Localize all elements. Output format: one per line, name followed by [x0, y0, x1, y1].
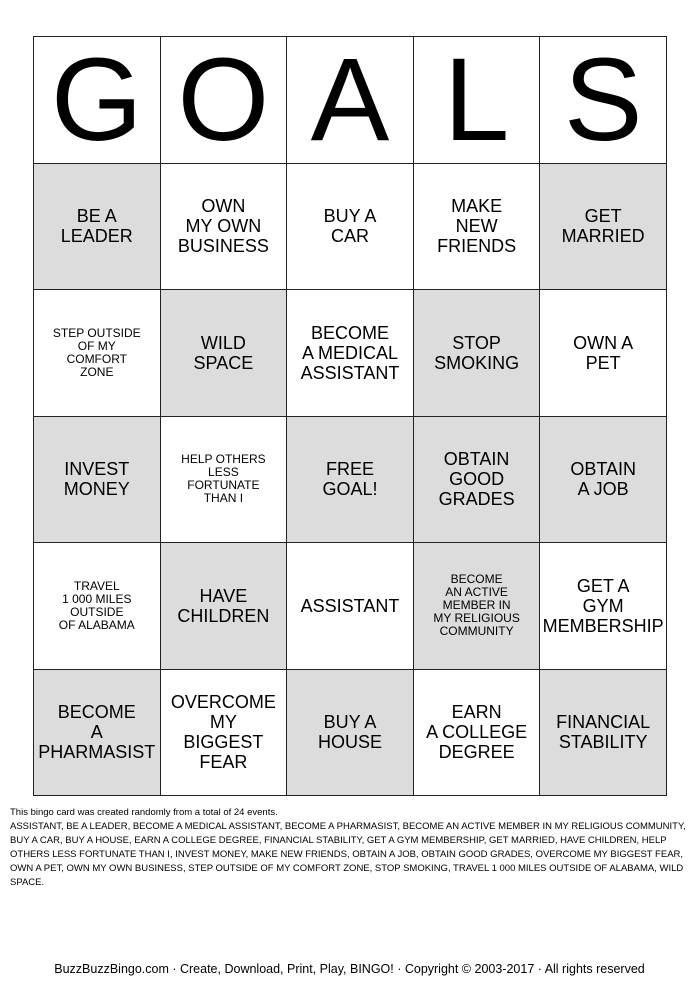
bingo-square: FINANCIAL STABILITY — [540, 670, 667, 797]
bingo-square: INVEST MONEY — [34, 417, 161, 544]
copyright-footer: BuzzBuzzBingo.com · Create, Download, Print, Play, BINGO! · Copyright © 2003-2017 · All rights reserved — [54, 962, 645, 976]
footnote-intro: This bingo card was created randomly from a total of 24 events. — [10, 807, 278, 818]
header-letter-s: S — [540, 37, 667, 164]
bingo-square: WILD SPACE — [161, 290, 288, 417]
bingo-card — [33, 36, 667, 796]
bingo-square: OVERCOME MY BIGGEST FEAR — [161, 670, 288, 797]
bingo-square: BECOME AN ACTIVE MEMBER IN MY RELIGIOUS COMMUNITY — [414, 543, 541, 670]
bingo-square: EARN A COLLEGE DEGREE — [414, 670, 541, 797]
bingo-square: BECOME A MEDICAL ASSISTANT — [287, 290, 414, 417]
bingo-square: GET A GYM MEMBERSHIP — [540, 543, 667, 670]
bingo-square: BECOME A PHARMASIST — [34, 670, 161, 797]
bingo-square: OWN A PET — [540, 290, 667, 417]
bingo-square: BUY A CAR — [287, 164, 414, 291]
bingo-square: BE A LEADER — [34, 164, 161, 291]
bingo-square: OBTAIN A JOB — [540, 417, 667, 544]
events-footnote — [10, 806, 690, 890]
bingo-square: HAVE CHILDREN — [161, 543, 288, 670]
header-letter-g: G — [34, 37, 161, 164]
bingo-square: MAKE NEW FRIENDS — [414, 164, 541, 291]
free-space: FREE GOAL! — [287, 417, 414, 544]
footnote-event-list: ASSISTANT, BE A LEADER, BECOME A MEDICAL ASSISTANT, BECOME A PHARMASIST, BECOME AN ACTIVE MEMBER IN MY RELIGIOUS COMMUNITY, BUY A CAR, BUY A HOUSE, EARN A COLLEGE DEGREE, FINANCIAL STABILITY, GET A GYM MEMBERSHIP, GET MARRIED, HAVE CHILDREN, HELP OTHERS LESS FORTUNATE THAN I, INVEST MONEY, MAKE NEW FRIENDS, OBTAIN A JOB, OBTAIN GOOD GRADES, OVERCOME MY BIGGEST FEAR, OWN A PET, OWN MY OWN BUSINESS, STEP OUTSIDE OF MY COMFORT ZONE, STOP SMOKING, TRAVEL 1 000 MILES OUTSIDE OF ALABAMA, WILD SPACE. — [10, 821, 686, 888]
header-letter-l: L — [414, 37, 541, 164]
bingo-square: STEP OUTSIDE OF MY COMFORT ZONE — [34, 290, 161, 417]
bingo-square: OWN MY OWN BUSINESS — [161, 164, 288, 291]
bingo-square: STOP SMOKING — [414, 290, 541, 417]
bingo-square: HELP OTHERS LESS FORTUNATE THAN I — [161, 417, 288, 544]
bingo-square: BUY A HOUSE — [287, 670, 414, 797]
header-letter-o: O — [161, 37, 288, 164]
bingo-square: ASSISTANT — [287, 543, 414, 670]
bingo-square: OBTAIN GOOD GRADES — [414, 417, 541, 544]
bingo-square: GET MARRIED — [540, 164, 667, 291]
header-letter-a: A — [287, 37, 414, 164]
bingo-square: TRAVEL 1 000 MILES OUTSIDE OF ALABAMA — [34, 543, 161, 670]
